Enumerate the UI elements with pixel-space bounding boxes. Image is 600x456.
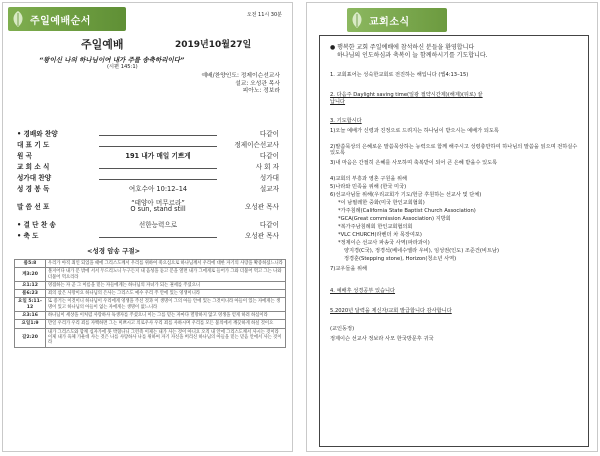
news-item: 3. 기도합시다 [330, 118, 362, 124]
leader-line: 피아노: 정보라 [242, 88, 280, 94]
order-header-title: 주일예배순서 [30, 16, 91, 27]
verse-text: 또 증거는 이것이니 하나님이 우리에게 영생을 주신 것과 이 생명이 그의 아들 안에 있는 그것이니라 아들이 있는 자에게는 생명이 있고 하나님의 아들이 없는 자에게는 생명이 없느니라 [46, 298, 286, 312]
order-leader: 오성관 목사 [245, 232, 279, 240]
prayer-item: 5)나라와 민족을 위해 (한국 미국) [330, 184, 407, 190]
sermon-title: “태양아 머무르라” [131, 199, 185, 207]
verse-row [15, 320, 286, 328]
theme-verse: “왕이신 나의 하나님이여 내가 주를 송축하리이다” [39, 56, 185, 64]
order-row [17, 172, 287, 183]
verses-title: <성경 암송 구절> [87, 247, 141, 255]
member-news: 정제이슨 선교사 정보라 사모 한국방문후 귀국 [330, 336, 434, 342]
leaders-list [201, 73, 280, 96]
verse-ref: 갈2:20 [15, 328, 46, 347]
order-leader: 오성관 목사 [245, 203, 279, 211]
verse-row [15, 281, 286, 289]
mission-item: *이 남필레한 중화(미국 한인교회협회) [338, 200, 425, 206]
leaf-icon [349, 11, 365, 29]
mission-item: *복가주남침례회 한인교회협의회 [338, 224, 413, 230]
order-row [17, 219, 287, 230]
news-box [319, 35, 589, 447]
order-row [17, 230, 287, 241]
order-line [99, 179, 217, 180]
news-header-title: 교회소식 [369, 17, 410, 28]
verse-text: 우리가 아직 죄인 되었을 때에 그리스도께서 우리를 위하여 죽으심으로 하나님께서 우리에 대한 자기의 사랑을 확증하셨느니라 [46, 260, 286, 268]
verse-text: 죄의 삯은 사망이요 하나님의 은사는 그리스도 예수 우리 주 안에 있는 영생이니라 [46, 290, 286, 298]
mission-item: *정제이슨 선교사 파송국 사역(파라과이) [338, 240, 430, 246]
news-item: 5.2020년 달력을 제신자/교회 발급합니다 감사합니다 [330, 308, 452, 314]
order-leader: 사 회 자 [255, 163, 279, 171]
order-leader: 성가대 [259, 174, 279, 182]
order-label: 성 경 봉 독 [17, 185, 50, 193]
order-label: • 결 단 찬 송 [17, 221, 56, 229]
verse-text: 영접하는 자 곧 그 이름을 믿는 자들에게는 하나님의 자녀가 되는 권세를 주셨으니 [46, 281, 286, 289]
mission-item: 정경훈(Stepping stone), Horizon(청소년 사역) [344, 256, 457, 262]
order-hymn: 선한능력으로 [138, 221, 178, 229]
leader-line: 설교: 오성관 목사 [235, 80, 280, 87]
order-row [17, 197, 287, 217]
welcome-message [330, 44, 582, 59]
verse-ref: 롬5:8 [15, 260, 46, 268]
order-leader: 다같이 [259, 152, 279, 160]
service-title: 주일예배 [81, 38, 124, 51]
prayer-item: 2)말씀묵상의 은혜로운 말씀묵상하는 능력으로 함께 해주시고 성령충만하여 하나님의 말씀을 읽으며 전하실수 있도록 [330, 144, 578, 157]
theme-verse-ref: (시편 145:1) [107, 64, 138, 70]
verse-text: 내가 그리스도와 함께 십자가에 못 박혔나니 그런즉 이제는 내가 사는 것이 아니요 오직 내 안에 그리스도께서 사시는 것이라 이제 내가 육체 가운데 사는 것은 나를 사랑하사 나를 위하여 자기 자신을 버리신 하나님의 아들을 믿는 믿음 안에서 사는 것이라 [46, 328, 286, 347]
bulletin-order-page [2, 2, 293, 452]
order-label: 대 표 기 도 [17, 141, 50, 149]
leader-line: 예배/찬양인도: 정제이슨선교사 [201, 73, 280, 79]
order-leader: 설교자 [259, 185, 279, 193]
verse-row [15, 290, 286, 298]
verse-ref: 계3:20 [15, 268, 46, 282]
welcome-line: 하나님의 인도하심과 축복이 늘 함께하시기를 기도합니다. [337, 51, 488, 59]
mission-item: *VLC CHURCH(라벤더 차 목장여포) [338, 232, 422, 238]
sermon-title-en: O sun, stand still [130, 205, 186, 213]
news-header [347, 8, 447, 32]
verse-text: 만일 우리가 우리 죄를 자백하면 그는 미쁘시고 의로우사 우리 죄를 사하시며 우리를 모든 불의에서 깨끗하게 하실 것이요 [46, 320, 286, 328]
verse-text: 하나님이 세상을 이처럼 사랑하사 독생자를 주셨으니 이는 그를 믿는 자마다 멸망하지 않고 영생을 얻게 하려 하심이라 [46, 312, 286, 320]
order-hymn: 191 내가 매일 기쁘게 [125, 152, 191, 160]
order-label: 말 씀 선 포 [17, 203, 50, 211]
verse-ref: 요일 5:11–12 [15, 298, 46, 312]
verse-row [15, 298, 286, 312]
order-row [17, 161, 287, 172]
order-row [17, 183, 287, 194]
prayer-item: 7)교우들을 위해 [330, 266, 368, 272]
worship-time: 오전 11시 30분 [246, 12, 282, 18]
order-line [99, 146, 217, 147]
order-header [8, 7, 126, 31]
mission-item: *가주침례(California State Baptist Church Association) [338, 208, 476, 214]
verse-row [15, 260, 286, 268]
order-line [99, 237, 217, 238]
leaf-icon [10, 10, 26, 28]
mission-item: 양지경(C국), 정경석(베네수엘라 우비), 임성권(인도) 조준건(비트남) [344, 248, 499, 254]
verse-row [15, 328, 286, 347]
news-item-cont: 납니다 [330, 99, 346, 105]
prayer-item: 3)내 마음은 간절히 은혜를 사모하며 축복받이 되어 큰 은혜 받을수 있도록 [330, 160, 498, 166]
church-news-page [306, 2, 598, 452]
prayer-item: 4)교회의 부흥과 영혼 구원을 위해 [330, 176, 408, 182]
order-leader: 정제이슨선교사 [234, 141, 279, 149]
order-row [17, 150, 287, 161]
order-line [99, 168, 217, 169]
member-news-title: (교인동정) [330, 326, 355, 332]
verse-ref: 요일1:9 [15, 320, 46, 328]
welcome-line: ● 행복한 교회 주일예배에 참석하신 분들을 환영합니다 [330, 44, 475, 51]
mission-item: *GCA(Great commission Association) 지방회 [338, 216, 451, 222]
order-label: • 축 도 [17, 232, 39, 240]
verse-ref: 요3:16 [15, 312, 46, 320]
verse-row [15, 312, 286, 320]
verse-text: 볼지어다 내가 문 밖에 서서 두드리노니 누구든지 내 음성을 듣고 문을 열면 내가 그에게로 들어가 그와 더불어 먹고 그는 나와 더불어 먹으리라 [46, 268, 286, 282]
news-item: 4. 예배후 성경공부 있습니다 [330, 288, 396, 294]
order-scripture: 여호수아 10:12–14 [128, 185, 188, 193]
order-label: 성가대 찬양 [17, 174, 52, 182]
order-leader: 다같이 [259, 130, 279, 138]
order-label: • 경배와 찬양 [17, 130, 58, 138]
verse-ref: 요1:12 [15, 281, 46, 289]
order-row [17, 139, 287, 150]
service-date: 2019년10월27일 [175, 40, 252, 50]
news-item: 1. 교회표어는 성숙한교회로 전진하는 해입니다 (엡4:13–15) [330, 72, 469, 78]
news-item: 2. 다음주 Daylight saving time(일광 절약시간제)(해제)(뒤로) 끝 [330, 92, 483, 98]
order-label: 교 회 소 식 [17, 163, 50, 171]
order-leader: 다같이 [259, 221, 279, 229]
prayer-item: 6)선교사님들 위해(우리교회가 기도/헌금 후원하는 선교사 및 단체) [330, 192, 482, 198]
memory-verses-table [14, 259, 286, 348]
verse-row [15, 268, 286, 282]
order-line [99, 135, 217, 136]
order-label: 원 곡 [17, 152, 33, 160]
verse-ref: 롬6:23 [15, 290, 46, 298]
prayer-item: 1)오늘 예배가 신령과 진정으로 드려지는 하나님이 받으시는 예배가 되도록 [330, 128, 499, 134]
order-row [17, 128, 287, 139]
